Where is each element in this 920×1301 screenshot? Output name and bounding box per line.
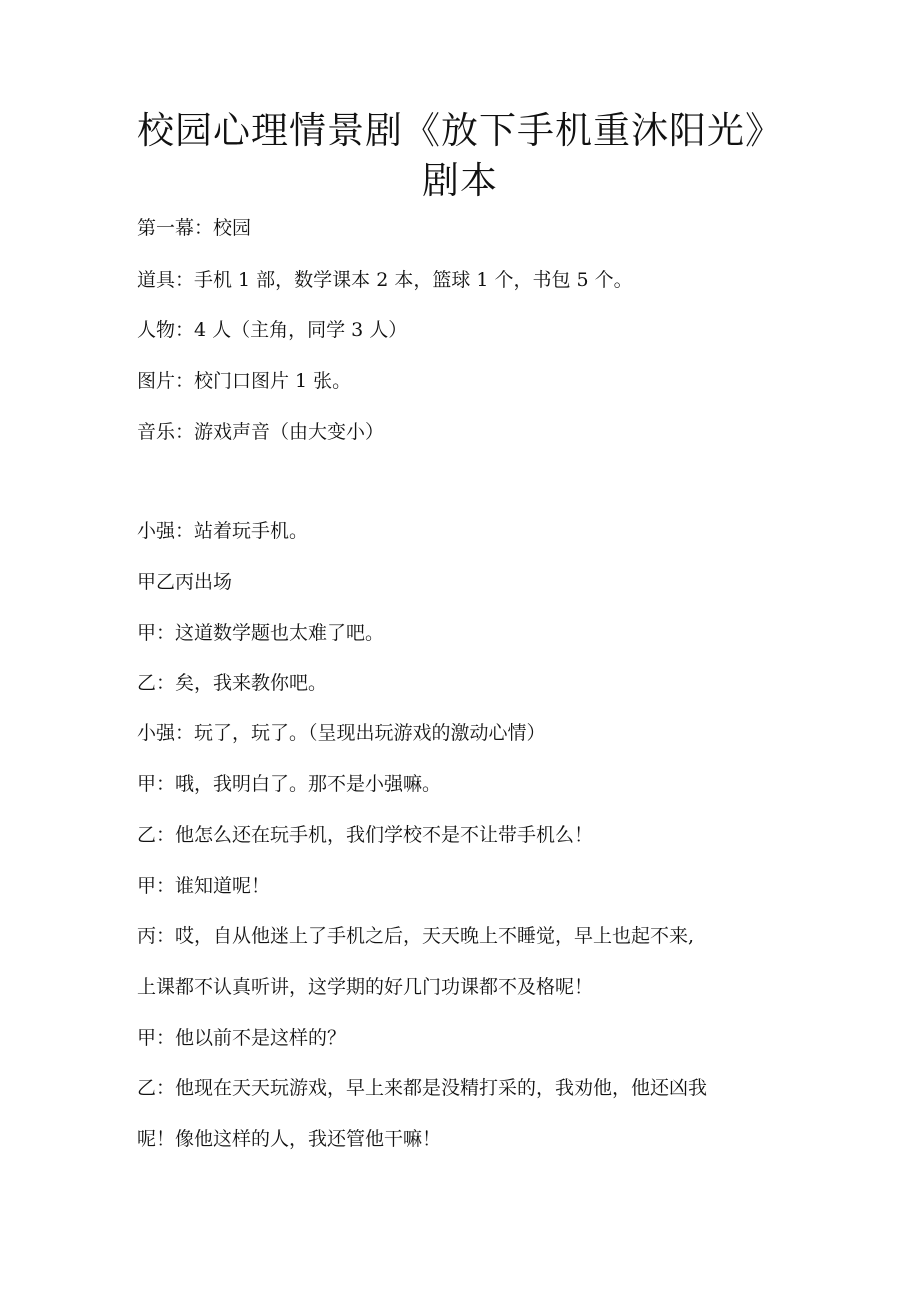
script-line: 甲：谁知道呢！ (137, 875, 271, 897)
characters-line: 人物：4 人（主角，同学 3 人） (137, 319, 408, 341)
script-line: 小强：站着玩手机。 (137, 520, 309, 542)
props-line: 道具：手机 1 部，数学课本 2 本，篮球 1 个，书包 5 个。 (137, 269, 633, 291)
script-line: 乙：他现在天天玩游戏，早上来都是没精打采的，我劝他，他还凶我 (137, 1077, 708, 1099)
script-line: 甲：这道数学题也太难了吧。 (137, 622, 385, 644)
script-line: 甲：他以前不是这样的？ (137, 1027, 347, 1049)
act-heading: 第一幕：校园 (137, 217, 252, 239)
music-line: 音乐：游戏声音（由大变小） (137, 421, 385, 443)
script-line: 乙：他怎么还在玩手机，我们学校不是不让带手机么！ (137, 824, 594, 846)
script-line: 甲：哦，我明白了。那不是小强嘛。 (137, 773, 442, 795)
script-line: 甲乙丙出场 (137, 571, 233, 593)
script-line: 上课都不认真听讲，这学期的好几门功课都不及格呢！ (137, 976, 594, 998)
document-title-line-2: 剧本 (422, 159, 498, 202)
script-line: 小强：玩了，玩了。（呈现出玩游戏的激动心情） (137, 722, 546, 744)
script-line: 丙：哎，自从他迷上了手机之后，天天晚上不睡觉，早上也起不来, (137, 925, 695, 947)
pictures-line: 图片：校门口图片 1 张。 (137, 370, 352, 392)
script-line: 呢！像他这样的人，我还管他干嘛！ (137, 1128, 442, 1150)
document-title-line-1: 校园心理情景剧《放下手机重沐阳光》 (137, 109, 783, 152)
script-line: 乙：矣，我来教你吧。 (137, 672, 328, 694)
